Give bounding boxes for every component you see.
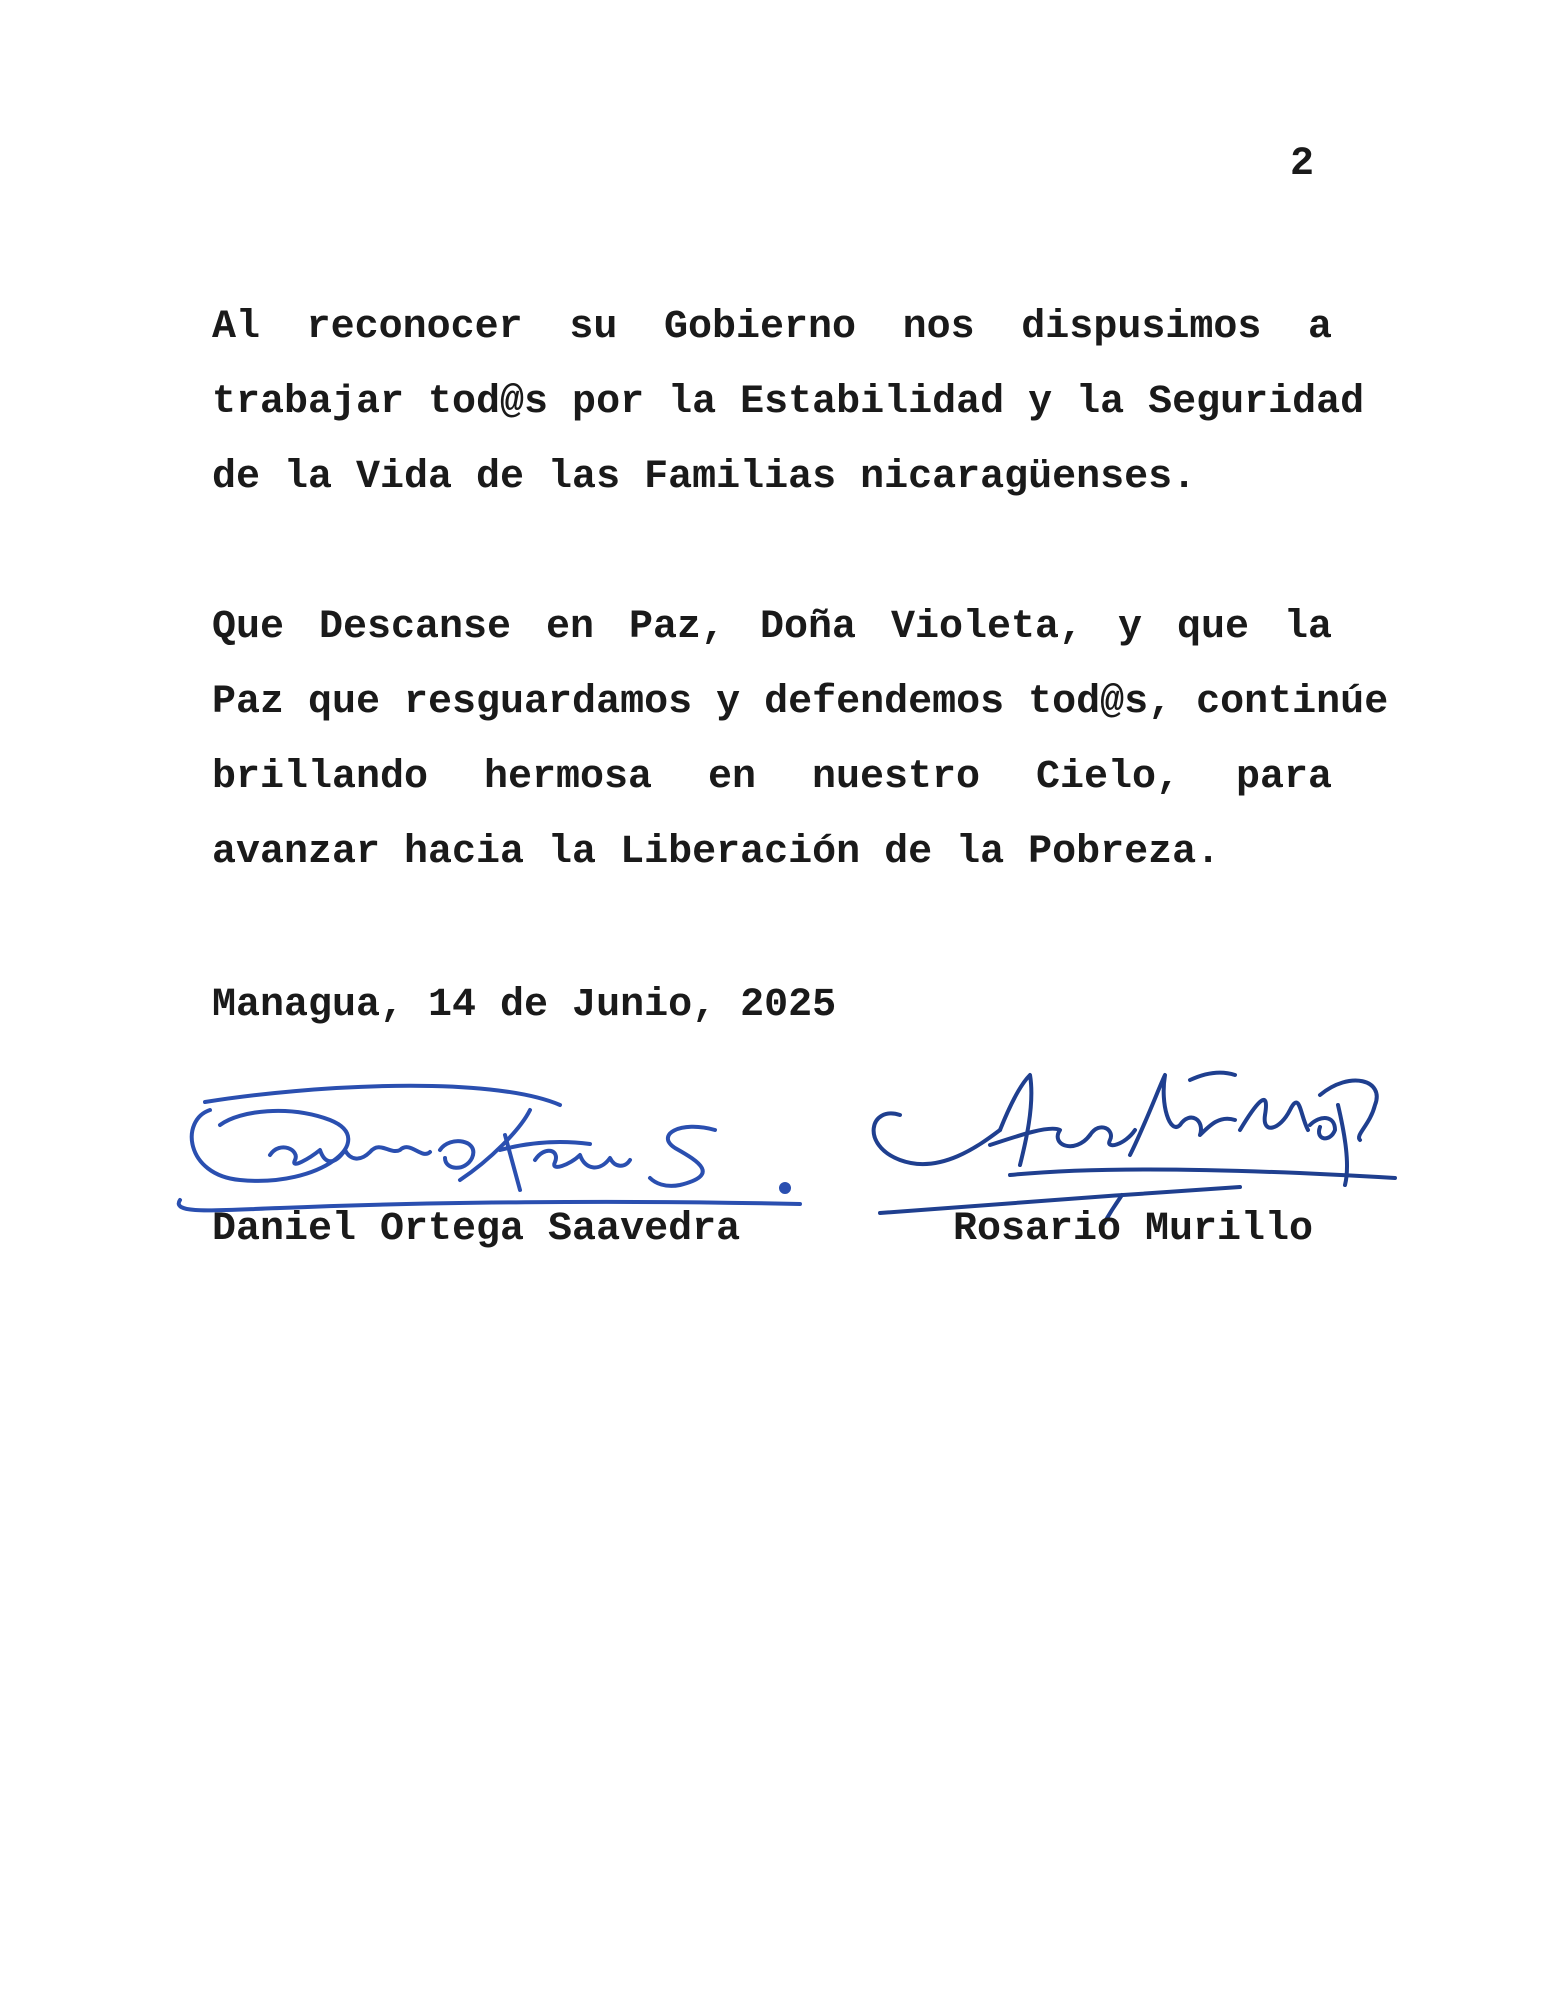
paragraph-line: avanzar hacia la Liberación de la Pobreza.	[212, 830, 1221, 875]
paragraph-line: Al reconocer su Gobierno nos dispusimos a	[212, 305, 1332, 350]
paragraph-line: brillando hermosa en nuestro Cielo, para	[212, 755, 1332, 800]
paragraph-line: de la Vida de las Familias nicaragüenses.	[212, 455, 1197, 500]
place-date: Managua, 14 de Junio, 2025	[212, 983, 837, 1028]
paragraph-line: Paz que resguardamos y defendemos tod@s, continúe	[212, 680, 1389, 725]
signer-name-murillo: Rosario Murillo	[953, 1207, 1314, 1252]
signature-murillo	[860, 1035, 1400, 1225]
paragraph-line: Que Descanse en Paz, Doña Violeta, y que la	[212, 605, 1332, 650]
paragraph-1	[212, 290, 1365, 515]
signer-name-ortega: Daniel Ortega Saavedra	[212, 1207, 741, 1252]
paragraph-line: trabajar tod@s por la Estabilidad y la Seguridad	[212, 380, 1365, 425]
signature-ortega	[160, 1080, 820, 1220]
paragraph-2	[212, 590, 1389, 890]
page-number: 2	[1290, 142, 1315, 187]
